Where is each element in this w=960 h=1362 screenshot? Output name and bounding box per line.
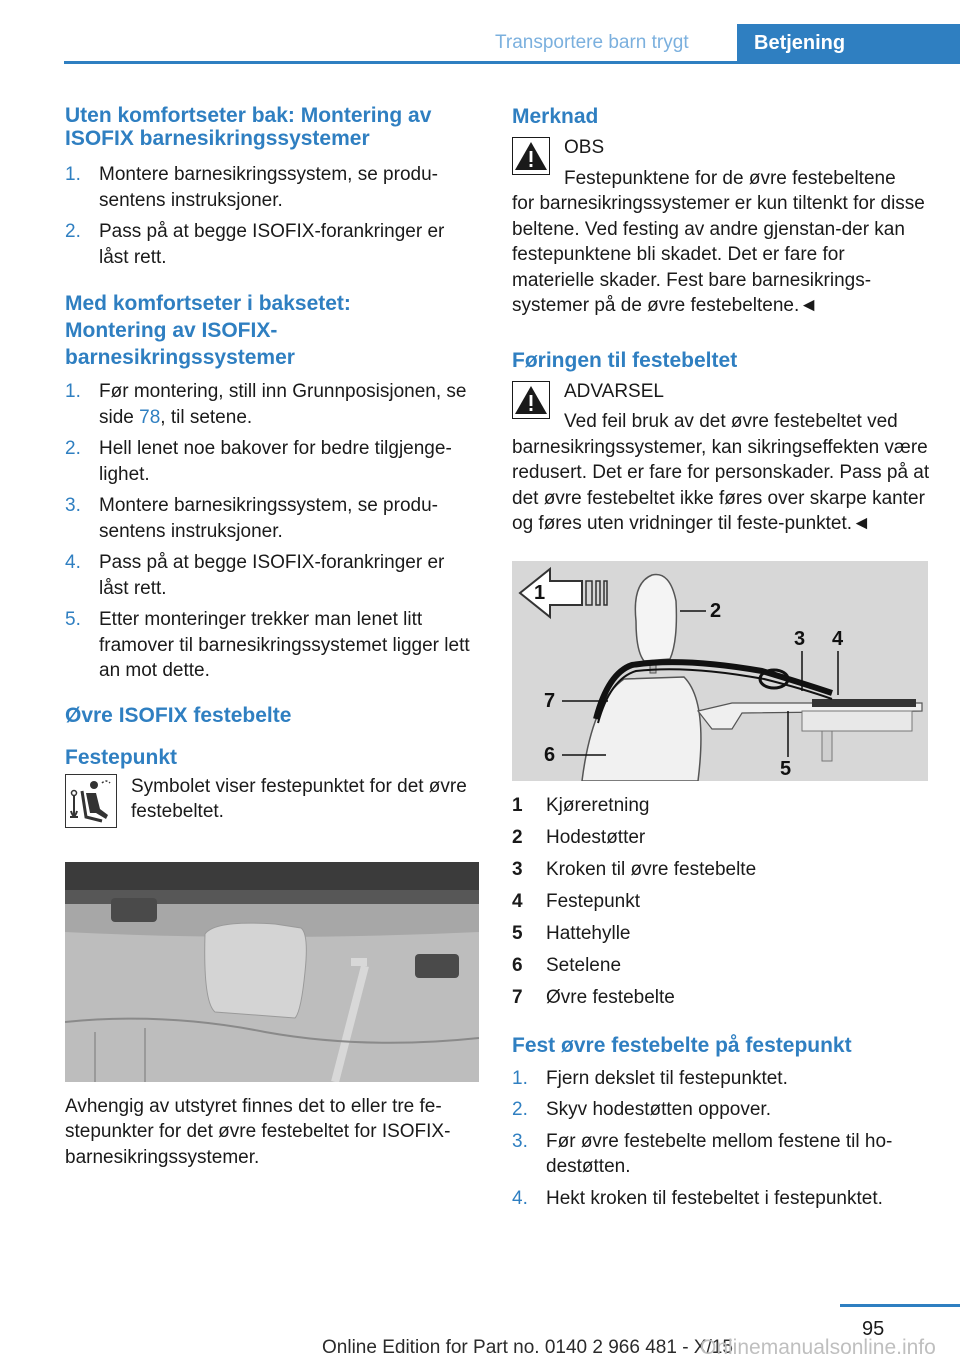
step-text: Hekt kroken til festebeltet i festepunktet. — [546, 1187, 883, 1209]
header-section-title: Transportere barn trygt — [495, 32, 689, 53]
obs-notice — [512, 135, 930, 319]
list-item — [65, 493, 475, 544]
step-number: 3. — [65, 495, 81, 516]
diagram-label-5: 5 — [780, 757, 792, 780]
step-text: Pass på at begge ISOFIX-forankringer er låst rett. — [99, 221, 445, 268]
fest-steps-list — [512, 1066, 930, 1212]
advarsel-first-line: Ved feil bruk av det øvre festebeltet ved — [564, 411, 898, 432]
diagram-label-6: 6 — [544, 743, 556, 766]
step-number: 2. — [65, 221, 81, 242]
legend-item — [512, 793, 930, 818]
legend-text: Kroken til øvre festebelte — [546, 858, 757, 880]
list-item — [65, 162, 475, 213]
obs-label: OBS — [564, 137, 605, 158]
legend-number: 1 — [512, 794, 523, 816]
heading-merknad: Merknad — [512, 105, 599, 128]
photo-caption: Avhengig av utstyret finnes det to eller tre fe-stepunkter for det øvre festebeltet for ISOFIX-barnesikringssystemer. — [65, 1095, 451, 1168]
watermark: Onlinemanualsonline.info — [700, 1336, 936, 1359]
list-item — [65, 436, 475, 487]
uten-steps-list — [65, 162, 475, 270]
heading-fest-ovre-festebelte: Fest øvre festebelte på festepunkt — [512, 1033, 852, 1057]
warning-triangle-icon — [512, 137, 550, 175]
obs-text: for barnesikringssystemer er kun tiltenkt for disse beltene. Ved festing av andre gjenstan-der kan festepunktene bli skadet. Det er fare for materielle skader. Fest bare barnesikrings-systemer på de øvre festebeltene.◄ — [512, 193, 925, 316]
heading-foringen: Føringen til festebeltet — [512, 348, 738, 372]
step-text: Før øvre festebelte mellom festene til ho-destøtten. — [546, 1130, 893, 1177]
legend-text: Hattehylle — [546, 922, 631, 944]
step-number: 2. — [512, 1099, 528, 1120]
step-text: Før montering, still inn Grunnposisjonen, se side — [99, 381, 467, 428]
list-item — [512, 1097, 930, 1123]
step-text: Skyv hodestøtten oppover. — [546, 1099, 771, 1120]
step-text: Fjern dekslet til festepunktet. — [546, 1067, 788, 1089]
step-number: 2. — [65, 438, 81, 459]
step-text: Montere barnesikringssystem, se produ-sentens instruksjoner. — [99, 164, 438, 211]
step-number: 3. — [512, 1130, 528, 1152]
advarsel-label: ADVARSEL — [564, 380, 664, 402]
legend-text: Festepunkt — [546, 890, 640, 912]
step-number: 1. — [65, 164, 81, 185]
legend-text: Setelene — [546, 954, 622, 976]
heading-med-komfortseter: Med komfortseter i baksetet: Montering av ISOFIX-barnesikringssystemer — [65, 292, 351, 369]
list-item — [65, 379, 475, 430]
obs-first-line: Festepunktene for de øvre festebeltene — [564, 167, 896, 189]
headrest-tether-diagram — [512, 561, 928, 781]
diagram-label-7: 7 — [544, 689, 556, 712]
diagram-label-4: 4 — [832, 627, 844, 650]
list-item — [65, 607, 475, 684]
legend-item — [512, 889, 930, 914]
legend-item — [512, 825, 930, 850]
diagram-label-1: 1 — [534, 581, 546, 604]
advarsel-text: barnesikringssystemer, kan sikringseffekten være redusert. Det er fare for personskader. Pass på at det øvre festebeltet ikke føres over skarpe kanter og føres uten vridninger til feste-punktet.◄ — [512, 436, 930, 534]
legend-item — [512, 953, 930, 978]
legend-number: 2 — [512, 826, 523, 848]
diagram-label-3: 3 — [794, 627, 806, 650]
legend-number: 5 — [512, 922, 523, 944]
diagram-legend — [512, 793, 930, 1010]
step-number: 4. — [65, 552, 81, 573]
step-number: 4. — [512, 1187, 528, 1209]
step-number: 1. — [65, 381, 81, 402]
rear-seat-photo — [65, 862, 479, 1082]
list-item — [65, 550, 475, 601]
page-number: 95 — [862, 1318, 885, 1340]
legend-item — [512, 921, 930, 946]
symbol-description: Symbolet viser festepunktet for det øvre festebeltet. — [131, 775, 467, 822]
step-number: 1. — [512, 1067, 528, 1089]
heading-uten-komfortseter: Uten komfortseter bak: Montering av ISOFIX barnesikringssystemer — [65, 104, 432, 150]
edition-footer: Online Edition for Part no. 0140 2 966 481 - X/15 — [322, 1337, 733, 1358]
heading-ovre-isofix: Øvre ISOFIX festebelte — [65, 703, 292, 727]
legend-number: 3 — [512, 858, 523, 880]
header-chapter-tab — [737, 24, 960, 63]
legend-text: Kjøreretning — [546, 794, 650, 816]
legend-text: Hodestøtter — [546, 826, 646, 848]
step-number: 5. — [65, 609, 81, 630]
legend-number: 6 — [512, 954, 523, 976]
header-rule — [64, 61, 960, 64]
list-item — [512, 1186, 930, 1212]
left-column — [65, 100, 475, 1170]
page-link[interactable]: 78 — [139, 406, 161, 428]
legend-number: 7 — [512, 986, 523, 1008]
footer-rule — [840, 1304, 960, 1307]
diagram-label-2: 2 — [710, 599, 722, 622]
right-column — [512, 100, 930, 1217]
step-text: Hell lenet noe bakover for bedre tilgjenge-lighet. — [99, 438, 452, 485]
advarsel-notice — [512, 379, 930, 537]
step-text: Montere barnesikringssystem, se produ-sentens instruksjoner. — [99, 495, 438, 542]
legend-item — [512, 985, 930, 1010]
list-item — [65, 219, 475, 270]
symbol-block — [65, 774, 475, 846]
header-chapter-label: Betjening — [754, 32, 846, 54]
heading-festepunkt: Festepunkt — [65, 745, 178, 769]
step-text: , til setene. — [160, 406, 253, 428]
legend-number: 4 — [512, 890, 523, 912]
list-item — [512, 1129, 930, 1180]
med-steps-list — [65, 379, 475, 684]
warning-triangle-icon — [512, 381, 550, 419]
list-item — [512, 1066, 930, 1092]
step-text: Pass på at begge ISOFIX-forankringer er låst rett. — [99, 552, 445, 599]
step-text: Etter monteringer trekker man lenet litt framover til barnesikringssystemet ligger lett an mot dette. — [99, 609, 470, 681]
legend-text: Øvre festebelte — [546, 986, 675, 1008]
legend-item — [512, 857, 930, 882]
child-seat-anchor-icon — [65, 774, 117, 828]
